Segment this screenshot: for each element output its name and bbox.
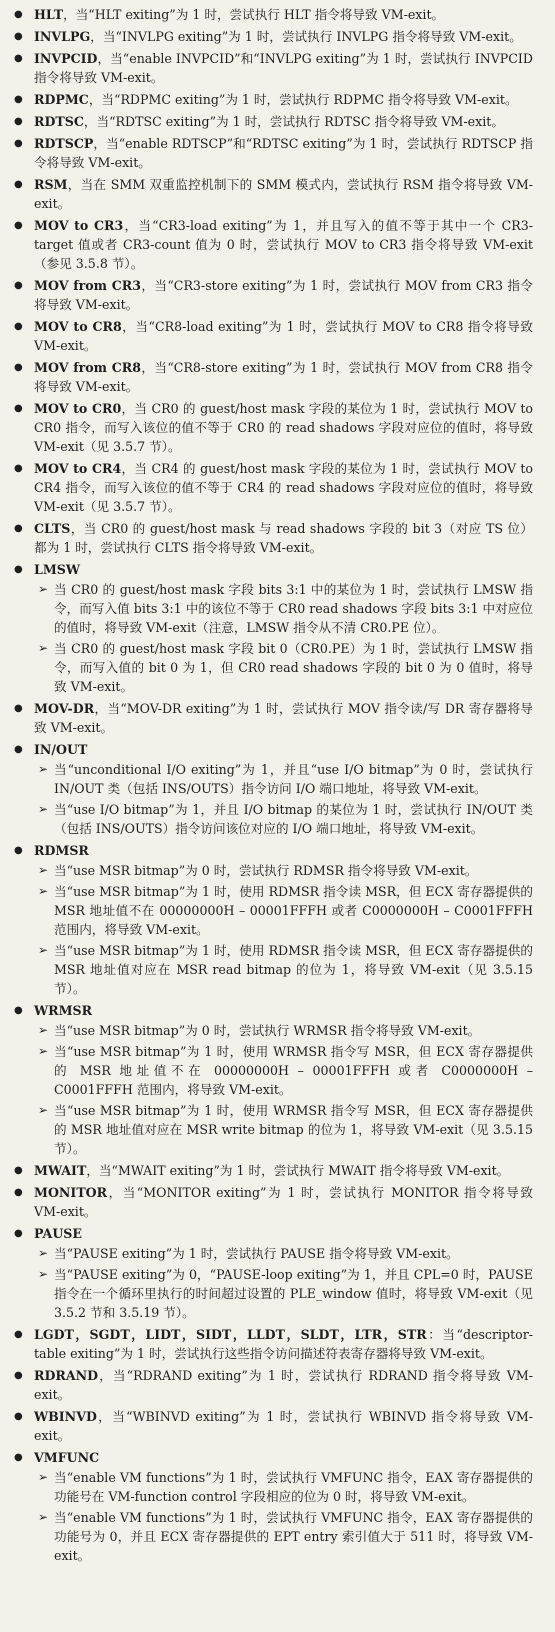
item-description: ，当“CR8-load exiting”为 1 时，尝试执行 MOV to CR8 指令将导致 VM-exit。	[34, 319, 533, 353]
instruction-keyword: RDPMC	[34, 92, 89, 107]
list-item	[0, 519, 533, 557]
item-description: ，当“MWAIT exiting”为 1 时，尝试执行 MWAIT 指令将导致 VM-exit。	[86, 1163, 510, 1178]
item-description: ，当“CR3-load exiting”为 1，并且写入的值不等于其中一个 CR3-target 值或者 CR3-count 值为 0 时，尝试执行 MOV to CR3 指令将导致 VM-exit（参见 3.5.8 节）。	[34, 218, 533, 271]
list-item	[0, 1224, 533, 1322]
list-item	[0, 1001, 533, 1158]
list-item	[0, 1183, 533, 1221]
list-item	[0, 216, 533, 273]
instruction-keyword: HLT	[34, 7, 64, 22]
item-description: ：当“descriptor-table exiting”为 1 时，尝试执行这些指令访问描述符表寄存器将导致 VM-exit。	[34, 1327, 533, 1361]
instruction-keyword: LGDT，SGDT，LIDT，SIDT，LLDT，SLDT，LTR，STR	[34, 1327, 427, 1342]
instruction-keyword: RDTSC	[34, 114, 84, 129]
sub-list-item: ➢ 当“unconditional I/O exiting”为 1，并且“use I/O bitmap”为 0 时，尝试执行 IN/OUT 类（包括 INS/OUTS）指令访问 I/O 端口地址，将导致 VM-exit。	[34, 760, 533, 798]
instruction-keyword: RSM	[34, 177, 68, 192]
instruction-keyword: MOV from CR3	[34, 278, 142, 293]
sub-list-item: ➢ 当“use MSR bitmap”为 1 时，使用 RDMSR 指令读 MSR，但 ECX 寄存器提供的 MSR 地址值不在 00000000H – 00001FFFH 或者 C0000000H – C0001FFFH 范围内，将导致 VM-exit。	[34, 882, 533, 939]
list-item	[0, 1407, 533, 1445]
list-item	[0, 841, 533, 998]
list-item	[0, 358, 533, 396]
list-item	[0, 134, 533, 172]
sub-list-item: ➢ 当“use MSR bitmap”为 1 时，使用 WRMSR 指令写 MSR，但 ECX 寄存器提供的 MSR 地址值不在 00000000H – 00001FFFH 或者 C0000000H – C0001FFFH 范围内，将导致 VM-exit。	[34, 1042, 533, 1099]
list-item	[0, 560, 533, 696]
sub-list-item: ➢ 当“PAUSE exiting”为 1 时，尝试执行 PAUSE 指令将导致 VM-exit。	[34, 1244, 533, 1263]
item-description: ，当 CR0 的 guest/host mask 字段的某位为 1 时，尝试执行 MOV to CR0 指令，而写入该位的值不等于 CR0 的 read shadows 字段对应位的值时，将导致 VM-exit（见 3.5.7 节）。	[34, 401, 534, 454]
item-description: ，当“WBINVD exiting”为 1 时，尝试执行 WBINVD 指令将导致 VM-exit。	[34, 1409, 533, 1443]
list-item	[0, 276, 533, 314]
sub-list-item: ➢ 当“use MSR bitmap”为 0 时，尝试执行 RDMSR 指令将导致 VM-exit。	[34, 861, 533, 880]
sub-list	[34, 1021, 533, 1158]
item-description: ，当“RDRAND exiting”为 1 时，尝试执行 RDRAND 指令将导致 VM-exit。	[34, 1368, 533, 1402]
instruction-keyword: INVLPG	[34, 29, 91, 44]
item-description: ，当“INVLPG exiting”为 1 时，尝试执行 INVLPG 指令将导致 VM-exit。	[90, 29, 522, 44]
list-item	[0, 1325, 533, 1363]
list-item	[0, 740, 533, 838]
item-description: ，当“MONITOR exiting”为 1 时，尝试执行 MONITOR 指令将导致 VM-exit。	[34, 1185, 533, 1219]
instruction-keyword: CLTS	[34, 521, 71, 536]
list-item	[0, 5, 533, 24]
instruction-keyword: VMFUNC	[34, 1450, 100, 1465]
item-description: ，当“RDTSC exiting”为 1 时，尝试执行 RDTSC 指令将导致 VM-exit。	[83, 114, 504, 129]
sub-list-item: ➢ 当“PAUSE exiting”为 0，“PAUSE-loop exiting”为 1，并且 CPL=0 时，PAUSE 指令在一个循环里执行的时间超过设置的 PLE_window 值时，将导致 VM-exit（见 3.5.2 节和 3.5.19 节）。	[34, 1265, 533, 1322]
sub-list	[34, 1468, 533, 1565]
list-item	[0, 27, 533, 46]
list-item	[0, 1366, 533, 1404]
instruction-keyword: MOV to CR3	[34, 218, 124, 233]
list-item	[0, 459, 533, 516]
instruction-keyword: RDTSCP	[34, 136, 94, 151]
sub-list	[34, 760, 533, 838]
list-item	[0, 175, 533, 213]
item-description: ，当 CR0 的 guest/host mask 与 read shadows 字段的 bit 3（对应 TS 位）都为 1 时，尝试执行 CLTS 指令将导致 VM-exit。	[34, 521, 533, 555]
instruction-keyword: IN/OUT	[34, 742, 88, 757]
sub-list-item: ➢ 当“use I/O bitmap”为 1，并且 I/O bitmap 的某位为 1 时，尝试执行 IN/OUT 类（包括 INS/OUTS）指令访问该位对应的 I/O 端口地址，将导致 VM-exit。	[34, 800, 533, 838]
instruction-keyword: WBINVD	[34, 1409, 97, 1424]
sub-list-item: ➢ 当“use MSR bitmap”为 1 时，使用 RDMSR 指令读 MSR，但 ECX 寄存器提供的 MSR 地址值对应在 MSR read bitmap 的位为 1，将导致 VM-exit（见 3.5.15 节）。	[34, 941, 533, 998]
sub-list	[34, 1244, 533, 1322]
sub-list-item: ➢ 当 CR0 的 guest/host mask 字段 bit 0（CR0.PE）为 1 时，尝试执行 LMSW 指令，而写入值的 bit 0 为 1，但 CR0 read shadows 字段的 bit 0 为 0 值时，将导致 VM-exit。	[34, 639, 533, 696]
instruction-keyword: LMSW	[34, 562, 81, 577]
list-item	[0, 49, 533, 87]
list-item	[0, 399, 533, 456]
list-item	[0, 90, 533, 109]
list-item	[0, 699, 533, 737]
instruction-keyword: MOV from CR8	[34, 360, 142, 375]
item-description: ，当“enable INVPCID”和“INVLPG exiting”为 1 时，尝试执行 INVPCID 指令将导致 VM-exit。	[34, 51, 533, 85]
list-item	[0, 1448, 533, 1565]
item-description: ，当“HLT exiting”为 1 时，尝试执行 HLT 指令将导致 VM-exit。	[63, 7, 445, 22]
item-description: ，当 CR4 的 guest/host mask 字段的某位为 1 时，尝试执行 MOV to CR4 指令，而写入该位的值不等于 CR4 的 read shadows 字段对应位的值时，将导致 VM-exit（见 3.5.7 节）。	[34, 461, 534, 514]
instruction-keyword: PAUSE	[34, 1226, 83, 1241]
sub-list	[34, 861, 533, 998]
list-item	[0, 317, 533, 355]
instruction-keyword: MOV to CR8	[34, 319, 122, 334]
item-description: ，当“MOV-DR exiting”为 1 时，尝试执行 MOV 指令读/写 DR 寄存器将导致 VM-exit。	[34, 701, 533, 735]
sub-list-item: ➢ 当 CR0 的 guest/host mask 字段 bits 3:1 中的某位为 1 时，尝试执行 LMSW 指令，而写入值 bits 3:1 中的该位不等于 CR0 read shadows 字段 bits 3:1 中对应位的值时，将导致 VM-exit（注意，LMSW 指令从不清 CR0.PE 位）。	[34, 580, 533, 637]
instruction-keyword: MOV-DR	[34, 701, 95, 716]
instruction-keyword: MONITOR	[34, 1185, 108, 1200]
list-item	[0, 1161, 533, 1180]
instruction-keyword: MWAIT	[34, 1163, 87, 1178]
instruction-keyword: MOV to CR4	[34, 461, 122, 476]
item-description: ，当“RDPMC exiting”为 1 时，尝试执行 RDPMC 指令将导致 VM-exit。	[88, 92, 518, 107]
instruction-keyword: INVPCID	[34, 51, 98, 66]
sub-list-item: ➢ 当“use MSR bitmap”为 1 时，使用 WRMSR 指令写 MSR，但 ECX 寄存器提供的 MSR 地址值对应在 MSR write bitmap 的位为 1，将导致 VM-exit（见 3.5.15 节）。	[34, 1101, 533, 1158]
item-description: ，当在 SMM 双重监控机制下的 SMM 模式内，尝试执行 RSM 指令将导致 VM-exit。	[34, 177, 533, 211]
sub-list-item: ➢ 当“enable VM functions”为 1 时，尝试执行 VMFUNC 指令，EAX 寄存器提供的功能号在 VM-function control 字段相应的位为 0 时，将导致 VM-exit。	[34, 1468, 533, 1506]
list-item	[0, 112, 533, 131]
instruction-keyword: RDMSR	[34, 843, 89, 858]
instruction-keyword: WRMSR	[34, 1003, 93, 1018]
instruction-keyword: RDRAND	[34, 1368, 99, 1383]
item-description: ，当“enable RDTSCP”和“RDTSC exiting”为 1 时，尝试执行 RDTSCP 指令将导致 VM-exit。	[34, 136, 533, 170]
item-description: ，当“CR3-store exiting”为 1 时，尝试执行 MOV from CR3 指令将导致 VM-exit。	[34, 278, 533, 312]
sub-list-item: ➢ 当“enable VM functions”为 1 时，尝试执行 VMFUNC 指令，EAX 寄存器提供的功能号为 0，并且 ECX 寄存器提供的 EPT entry 索引值大于 511 时，将导致 VM-exit。	[34, 1508, 533, 1565]
vm-exit-instruction-list	[0, 5, 533, 1565]
instruction-keyword: MOV to CR0	[34, 401, 122, 416]
item-description: ，当“CR8-store exiting”为 1 时，尝试执行 MOV from CR8 指令将导致 VM-exit。	[34, 360, 533, 394]
sub-list-item: ➢ 当“use MSR bitmap”为 0 时，尝试执行 WRMSR 指令将导致 VM-exit。	[34, 1021, 533, 1040]
sub-list	[34, 580, 533, 696]
